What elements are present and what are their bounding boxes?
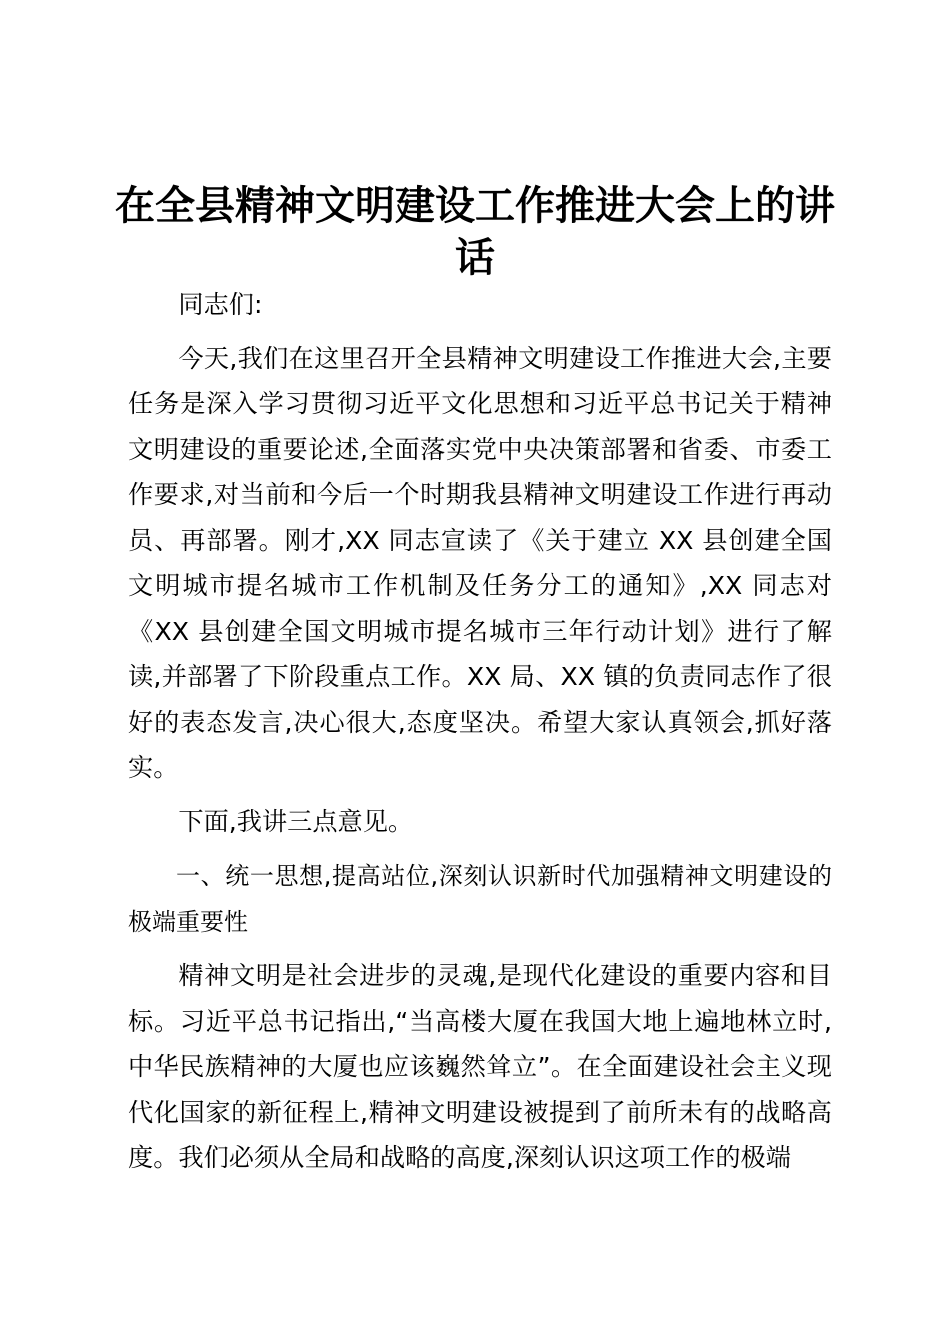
page-title: 在全县精神文明建设工作推进大会上的讲话 xyxy=(115,182,835,281)
paragraph-opening: 今天,我们在这里召开全县精神文明建设工作推进大会,主要任务是深入学习贯彻习近平文化思想和习近平总书记关于精神文明建设的重要论述,全面落实党中央决策部署和省委、市委工作要求,对当前和今后一个时期我县精神文明建设工作进行再动员、再部署。刚才,XX 同志宣读了《关于建立 XX 县创建全国文明城市提名城市工作机制及任务分工的通知》,XX 同志对《XX 县创建全国文明城市提名城市三年行动计划》进行了解读,并部署了下阶段重点工作。XX 局、XX 镇的负责同志作了很好的表态发言,决心很大,态度坚决。希望大家认真领会,抓好落实。 xyxy=(128,343,832,782)
paragraph-transition: 下面,我讲三点意见。 xyxy=(178,806,414,836)
paragraph-section-one: 精神文明是社会进步的灵魂,是现代化建设的重要内容和目标。习近平总书记指出,“当高楼大厦在我国大地上遍地林立时,中华民族精神的大厦也应该巍然耸立”。在全面建设社会主义现代化国家的新征程上,精神文明建设被提到了前所未有的战略高度。我们必须从全局和战略的高度,深刻认识这项工作的极端 xyxy=(128,961,832,1172)
salutation: 同志们: xyxy=(178,290,263,319)
section-heading: 一、统一思想,提高站位,深刻认识新时代加强精神文明建设的极端重要性 xyxy=(128,862,832,936)
document-body xyxy=(128,282,832,1181)
